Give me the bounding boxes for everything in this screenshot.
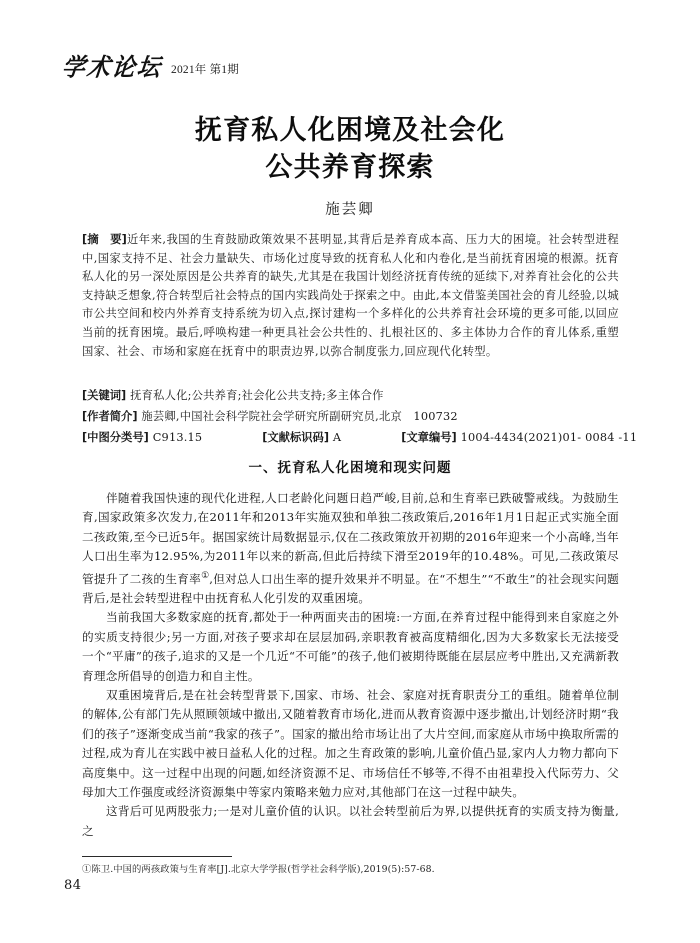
keywords-row	[82, 385, 622, 406]
body-text	[82, 489, 619, 841]
article-id-label: [文章编号]	[401, 431, 457, 444]
clc-value: C913.15	[152, 431, 203, 444]
keywords-value: 抚育私人化;公共养育;社会化公共支持;多主体合作	[130, 389, 384, 402]
abstract-paragraph	[82, 231, 619, 361]
abstract-text: 近年来,我国的生育鼓励政策效果不甚明显,其背后是养育成本高、压力大的困境。社会转型进程中,国家支持不足、社会力量缺失、市场化过度导致的抚育私人化和内卷化,是当前抚育困境的根源。抚育私人化的另一深处原因是公共养育的缺失,尤其是在我国计划经济抚育传统的延续下,对养育社会化的公共支持缺乏想象,符合转型后社会特点的国内实践尚处于探索之中。由此,本文借鉴美国社会的育儿经验,以城市公共空间和校内外养育支持系统为切入点,探讨建构一个多样化的公共养育社会环境的更多可能,以回应当前的抚育困境。最后,呼唤构建一种更具社会公共性的、扎根社区的、多主体协力合作的育儿体系,重塑国家、社会、市场和家庭在抚育中的职责边界,以弥合制度张力,回应现代化转型。	[82, 233, 619, 358]
abstract-block	[82, 231, 619, 361]
journal-logo: 学术论坛	[60, 53, 164, 82]
body-paragraph-1-part-a: 伴随着我国快速的现代化进程,人口老龄化问题日趋严峻,目前,总和生育率已跌破警戒线。为鼓励生育,国家政策多次发力,在2011年和2013年实施双独和单独二孩政策后,2016年1月1日起正式实施全面二孩政策,至今已近5年。据国家统计局数据显示,仅在二孩政策放开初期的2016年迎来一个小高峰,当年人口出生率为12.95%,为2011年以来的新高,但此后持续下滑至2019年的10.48%。可见,二孩政策尽管提升了二孩的生育率	[82, 491, 619, 586]
doc-code-value: A	[332, 431, 342, 444]
footnote-reference-marker: ①	[201, 570, 210, 581]
body-paragraph-4: 这背后可见两股张力;一是对儿童价值的认识。以社会转型前后为界,以提供抚育的实质支持为衡量,之	[82, 804, 619, 838]
abstract-label: [摘 要]	[82, 233, 127, 246]
clc-segment	[82, 427, 202, 448]
body-paragraph-2: 当前我国大多数家庭的抚育,都处于一种两面夹击的困境:一方面,在养育过程中能得到来自家庭之外的实质支持很少;另一方面,对孩子要求却在层层加码,亲职教育被高度精细化,因为大多数家长无法接受一个“平庸”的孩子,追求的又是一个几近“不可能”的孩子,他们被期待既能在层层应考中胜出,又充满新教育理念所倡导的创造力和自主性。	[82, 610, 619, 683]
body-paragraph-1-part-b: ,但对总人口出生率的提升效果并不明显。在“不想生”“不敢生”的社会现实问题背后,是社会转型进程中由抚育私人化引发的双重困境。	[82, 571, 619, 605]
article-id-value: 1004-4434(2021)01- 0084 -11	[460, 431, 638, 444]
page-number: 84	[64, 878, 82, 893]
article-title-line-2: 公共养育探索	[265, 152, 435, 183]
keywords-label: [关键词]	[82, 389, 127, 402]
article-id-segment	[401, 427, 637, 448]
article-title-line-1: 抚育私人化困境及社会化	[194, 115, 506, 146]
footnote-divider	[82, 856, 232, 857]
clc-label: [中图分类号]	[82, 431, 149, 444]
masthead	[60, 53, 239, 82]
body-paragraph-3: 双重困境背后,是在社会转型背景下,国家、市场、社会、家庭对抚育职责分工的重组。随着单位制的解体,公有部门先从照顾领域中撤出,又随着教育市场化,进而从教育资源中逐步撤出,计划经济时期“我们的孩子”逐渐变成当前“我家的孩子”。国家的撤出给市场让出了大片空间,而家庭从市场中换取所需的过程,成为育儿在实践中被日益私人化的过程。加之生育政策的影响,儿童价值凸显,家内人力物力都向下高度集中。这一过程中出现的问题,如经济资源不足、市场信任不够等,不得不由祖辈投入代际劳力、父母加大工作强度或经济资源集中等家内策略来勉力应对,其他部门在这一过程中缺失。	[82, 687, 619, 799]
doc-code-segment	[262, 427, 341, 448]
metadata-rows	[82, 385, 638, 448]
author-bio-value: 施芸卿,中国社会科学院社会学研究所副研究员,北京 100732	[141, 410, 458, 423]
issue-label: 2021年 第1期	[171, 64, 239, 76]
section-heading: 一、抚育私人化困境和现实问题	[248, 460, 452, 476]
footnote-text: ①陈卫.中国的两孩政策与生育率[J].北京大学学报(哲学社会科学版),2019(5):57-68.	[82, 864, 435, 875]
title-block	[0, 112, 700, 219]
author-bio-label: [作者简介]	[82, 410, 138, 423]
author-bio-row	[82, 406, 622, 427]
identifiers-row	[82, 427, 638, 448]
author-name: 施芸卿	[325, 202, 375, 218]
body-paragraph-1	[82, 489, 619, 608]
doc-code-label: [文献标识码]	[262, 431, 330, 444]
